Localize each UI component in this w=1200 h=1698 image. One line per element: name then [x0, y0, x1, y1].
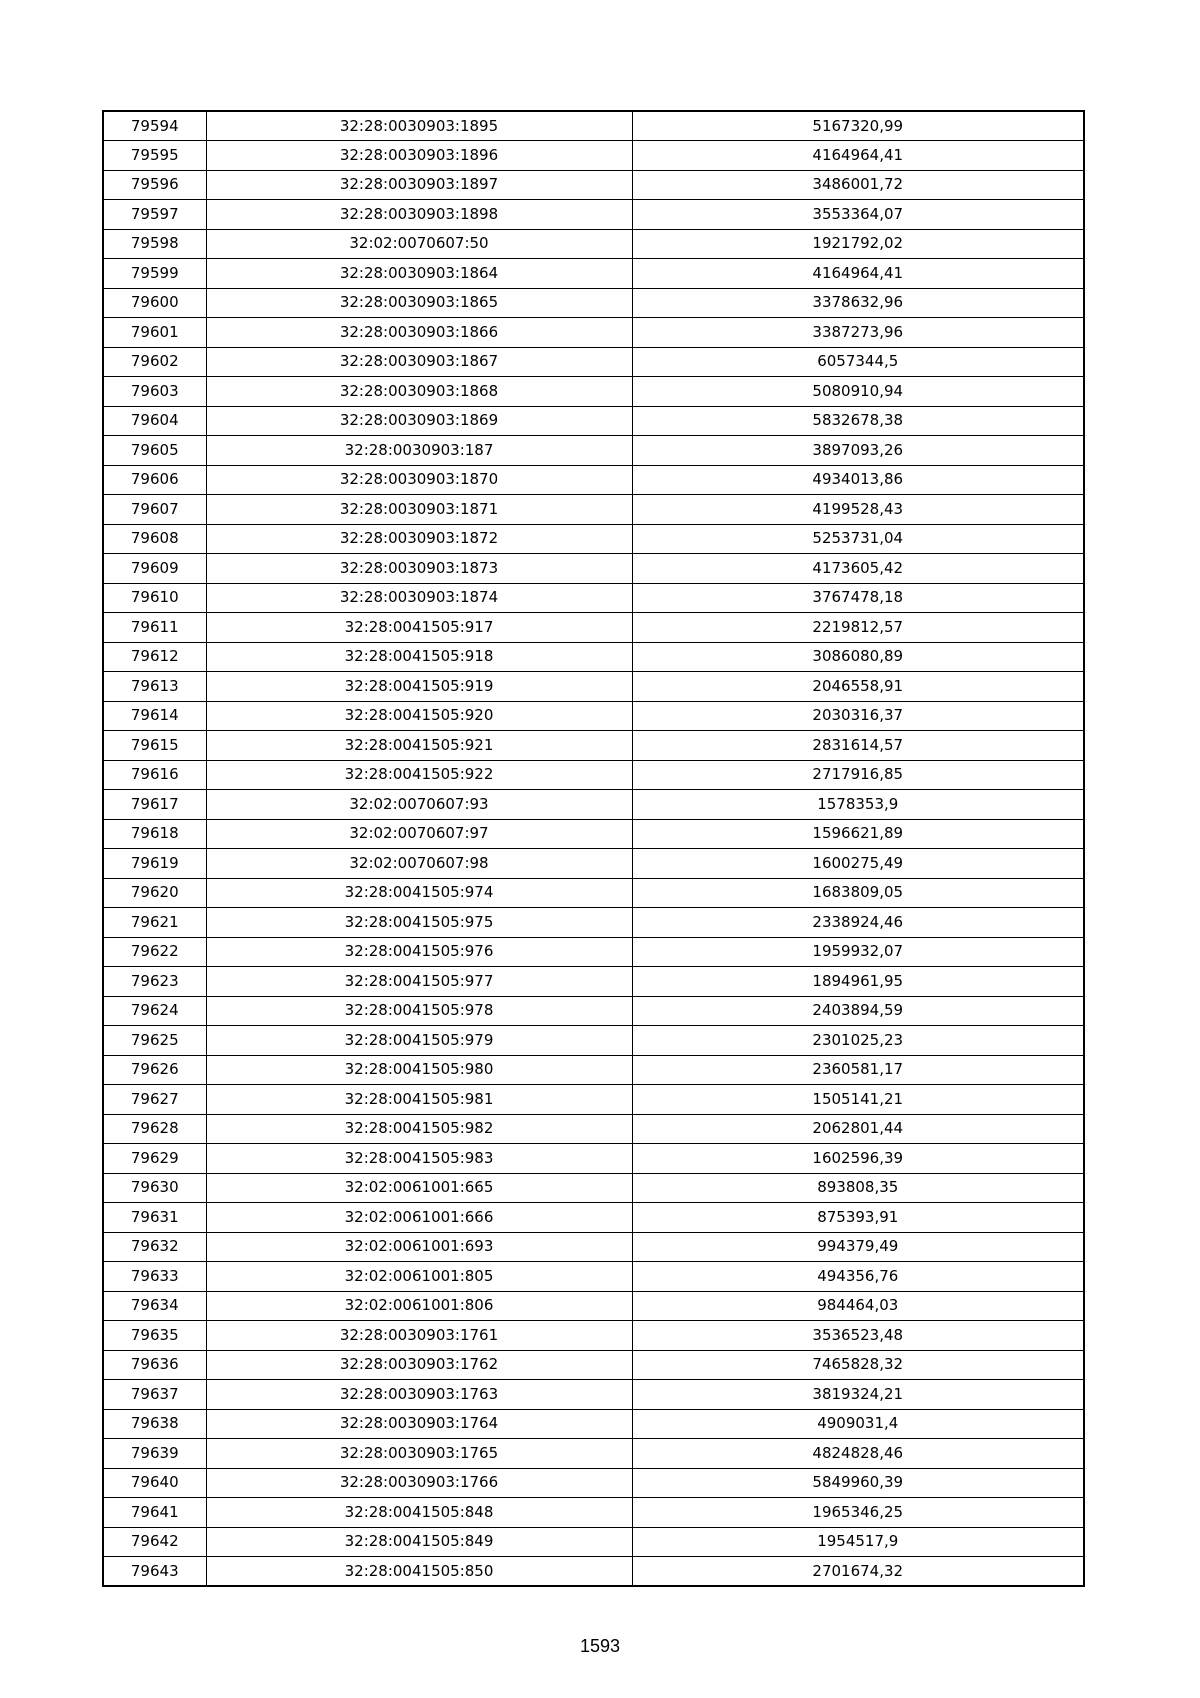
table-row: [103, 288, 1084, 318]
value-cell: 6057344,5: [632, 347, 1084, 377]
value-cell: 3086080,89: [632, 642, 1084, 672]
table-row: [103, 1468, 1084, 1498]
row-number-cell: 79634: [103, 1291, 206, 1321]
value-cell: 994379,49: [632, 1232, 1084, 1262]
table-row: [103, 200, 1084, 230]
cadastral-number-cell: 32:28:0030903:1766: [206, 1468, 632, 1498]
table-row: [103, 1173, 1084, 1203]
value-cell: 1965346,25: [632, 1498, 1084, 1528]
table-row: [103, 849, 1084, 879]
value-cell: 3897093,26: [632, 436, 1084, 466]
row-number-cell: 79611: [103, 613, 206, 643]
cadastral-number-cell: 32:28:0030903:1871: [206, 495, 632, 525]
cadastral-number-cell: 32:28:0030903:1874: [206, 583, 632, 613]
cadastral-number-cell: 32:02:0061001:693: [206, 1232, 632, 1262]
table-row: [103, 465, 1084, 495]
value-cell: 5080910,94: [632, 377, 1084, 407]
cadastral-number-cell: 32:28:0030903:1895: [206, 111, 632, 141]
cadastral-number-cell: 32:28:0041505:981: [206, 1085, 632, 1115]
value-cell: 4164964,41: [632, 259, 1084, 289]
cadastral-number-cell: 32:28:0030903:1873: [206, 554, 632, 584]
value-cell: 5167320,99: [632, 111, 1084, 141]
table-row: [103, 554, 1084, 584]
table-row: [103, 1557, 1084, 1587]
row-number-cell: 79640: [103, 1468, 206, 1498]
row-number-cell: 79643: [103, 1557, 206, 1587]
row-number-cell: 79626: [103, 1055, 206, 1085]
cadastral-number-cell: 32:28:0030903:1864: [206, 259, 632, 289]
row-number-cell: 79594: [103, 111, 206, 141]
cadastral-number-cell: 32:02:0061001:806: [206, 1291, 632, 1321]
value-cell: 2301025,23: [632, 1026, 1084, 1056]
row-number-cell: 79599: [103, 259, 206, 289]
cadastral-number-cell: 32:28:0030903:1870: [206, 465, 632, 495]
cadastral-number-cell: 32:28:0030903:1872: [206, 524, 632, 554]
value-cell: 5253731,04: [632, 524, 1084, 554]
row-number-cell: 79618: [103, 819, 206, 849]
table-row: [103, 318, 1084, 348]
cadastral-number-cell: 32:02:0070607:93: [206, 790, 632, 820]
cadastral-number-cell: 32:02:0061001:666: [206, 1203, 632, 1233]
table-row: [103, 259, 1084, 289]
row-number-cell: 79635: [103, 1321, 206, 1351]
cadastral-number-cell: 32:28:0041505:917: [206, 613, 632, 643]
row-number-cell: 79625: [103, 1026, 206, 1056]
value-cell: 4199528,43: [632, 495, 1084, 525]
row-number-cell: 79604: [103, 406, 206, 436]
table-row: [103, 760, 1084, 790]
row-number-cell: 79596: [103, 170, 206, 200]
registry-table-body: [103, 111, 1084, 1586]
row-number-cell: 79605: [103, 436, 206, 466]
cadastral-number-cell: 32:28:0030903:1764: [206, 1409, 632, 1439]
table-row: [103, 1350, 1084, 1380]
table-row: [103, 1409, 1084, 1439]
cadastral-number-cell: 32:28:0030903:1865: [206, 288, 632, 318]
row-number-cell: 79642: [103, 1527, 206, 1557]
row-number-cell: 79639: [103, 1439, 206, 1469]
value-cell: 2701674,32: [632, 1557, 1084, 1587]
value-cell: 1894961,95: [632, 967, 1084, 997]
row-number-cell: 79623: [103, 967, 206, 997]
table-row: [103, 1439, 1084, 1469]
cadastral-number-cell: 32:28:0030903:1762: [206, 1350, 632, 1380]
row-number-cell: 79628: [103, 1114, 206, 1144]
value-cell: 1600275,49: [632, 849, 1084, 879]
value-cell: 5849960,39: [632, 1468, 1084, 1498]
value-cell: 1959932,07: [632, 937, 1084, 967]
row-number-cell: 79598: [103, 229, 206, 259]
value-cell: 2219812,57: [632, 613, 1084, 643]
cadastral-number-cell: 32:28:0030903:1765: [206, 1439, 632, 1469]
cadastral-number-cell: 32:28:0030903:1763: [206, 1380, 632, 1410]
table-row: [103, 1380, 1084, 1410]
value-cell: 2338924,46: [632, 908, 1084, 938]
cadastral-number-cell: 32:28:0030903:1761: [206, 1321, 632, 1351]
row-number-cell: 79621: [103, 908, 206, 938]
value-cell: 4934013,86: [632, 465, 1084, 495]
value-cell: 5832678,38: [632, 406, 1084, 436]
table-row: [103, 1055, 1084, 1085]
row-number-cell: 79636: [103, 1350, 206, 1380]
table-row: [103, 1321, 1084, 1351]
row-number-cell: 79616: [103, 760, 206, 790]
cadastral-number-cell: 32:28:0041505:983: [206, 1144, 632, 1174]
value-cell: 1921792,02: [632, 229, 1084, 259]
cadastral-number-cell: 32:28:0030903:1869: [206, 406, 632, 436]
table-row: [103, 1498, 1084, 1528]
cadastral-number-cell: 32:28:0041505:848: [206, 1498, 632, 1528]
value-cell: 1505141,21: [632, 1085, 1084, 1115]
value-cell: 3387273,96: [632, 318, 1084, 348]
cadastral-number-cell: 32:02:0070607:97: [206, 819, 632, 849]
cadastral-number-cell: 32:28:0030903:1868: [206, 377, 632, 407]
table-row: [103, 701, 1084, 731]
table-row: [103, 524, 1084, 554]
cadastral-number-cell: 32:28:0041505:920: [206, 701, 632, 731]
table-row: [103, 613, 1084, 643]
cadastral-number-cell: 32:28:0030903:187: [206, 436, 632, 466]
row-number-cell: 79595: [103, 141, 206, 171]
table-row: [103, 377, 1084, 407]
row-number-cell: 79630: [103, 1173, 206, 1203]
cadastral-number-cell: 32:28:0041505:980: [206, 1055, 632, 1085]
row-number-cell: 79633: [103, 1262, 206, 1292]
row-number-cell: 79608: [103, 524, 206, 554]
cadastral-number-cell: 32:28:0041505:975: [206, 908, 632, 938]
row-number-cell: 79641: [103, 1498, 206, 1528]
value-cell: 3378632,96: [632, 288, 1084, 318]
cadastral-number-cell: 32:28:0041505:978: [206, 996, 632, 1026]
value-cell: 4164964,41: [632, 141, 1084, 171]
table-row: [103, 642, 1084, 672]
value-cell: 2360581,17: [632, 1055, 1084, 1085]
row-number-cell: 79607: [103, 495, 206, 525]
cadastral-number-cell: 32:28:0041505:974: [206, 878, 632, 908]
value-cell: 3536523,48: [632, 1321, 1084, 1351]
row-number-cell: 79617: [103, 790, 206, 820]
row-number-cell: 79615: [103, 731, 206, 761]
row-number-cell: 79631: [103, 1203, 206, 1233]
cadastral-number-cell: 32:28:0041505:849: [206, 1527, 632, 1557]
value-cell: 494356,76: [632, 1262, 1084, 1292]
row-number-cell: 79632: [103, 1232, 206, 1262]
row-number-cell: 79606: [103, 465, 206, 495]
value-cell: 1954517,9: [632, 1527, 1084, 1557]
value-cell: 7465828,32: [632, 1350, 1084, 1380]
row-number-cell: 79624: [103, 996, 206, 1026]
cadastral-number-cell: 32:28:0030903:1867: [206, 347, 632, 377]
table-row: [103, 908, 1084, 938]
table-row: [103, 731, 1084, 761]
value-cell: 3819324,21: [632, 1380, 1084, 1410]
cadastral-number-cell: 32:02:0061001:665: [206, 1173, 632, 1203]
value-cell: 3767478,18: [632, 583, 1084, 613]
cadastral-number-cell: 32:28:0030903:1896: [206, 141, 632, 171]
value-cell: 3486001,72: [632, 170, 1084, 200]
table-row: [103, 141, 1084, 171]
cadastral-number-cell: 32:28:0041505:977: [206, 967, 632, 997]
value-cell: 2403894,59: [632, 996, 1084, 1026]
table-row: [103, 1114, 1084, 1144]
cadastral-number-cell: 32:02:0070607:50: [206, 229, 632, 259]
value-cell: 1602596,39: [632, 1144, 1084, 1174]
value-cell: 875393,91: [632, 1203, 1084, 1233]
row-number-cell: 79637: [103, 1380, 206, 1410]
value-cell: 2062801,44: [632, 1114, 1084, 1144]
cadastral-number-cell: 32:28:0030903:1897: [206, 170, 632, 200]
table-row: [103, 790, 1084, 820]
table-row: [103, 1291, 1084, 1321]
row-number-cell: 79601: [103, 318, 206, 348]
table-row: [103, 1026, 1084, 1056]
value-cell: 4173605,42: [632, 554, 1084, 584]
table-row: [103, 937, 1084, 967]
cadastral-number-cell: 32:28:0030903:1898: [206, 200, 632, 230]
cadastral-number-cell: 32:28:0041505:982: [206, 1114, 632, 1144]
table-row: [103, 347, 1084, 377]
cadastral-number-cell: 32:28:0041505:922: [206, 760, 632, 790]
table-row: [103, 406, 1084, 436]
table-row: [103, 1203, 1084, 1233]
value-cell: 3553364,07: [632, 200, 1084, 230]
table-row: [103, 436, 1084, 466]
cadastral-number-cell: 32:28:0041505:850: [206, 1557, 632, 1587]
table-row: [103, 672, 1084, 702]
cadastral-number-cell: 32:28:0041505:919: [206, 672, 632, 702]
table-row: [103, 1262, 1084, 1292]
value-cell: 2046558,91: [632, 672, 1084, 702]
value-cell: 2717916,85: [632, 760, 1084, 790]
row-number-cell: 79609: [103, 554, 206, 584]
value-cell: 1683809,05: [632, 878, 1084, 908]
cadastral-number-cell: 32:28:0041505:921: [206, 731, 632, 761]
value-cell: 1596621,89: [632, 819, 1084, 849]
page-number: 1593: [579, 1636, 621, 1656]
row-number-cell: 79602: [103, 347, 206, 377]
row-number-cell: 79638: [103, 1409, 206, 1439]
cadastral-number-cell: 32:02:0070607:98: [206, 849, 632, 879]
row-number-cell: 79614: [103, 701, 206, 731]
value-cell: 893808,35: [632, 1173, 1084, 1203]
value-cell: 4909031,4: [632, 1409, 1084, 1439]
cadastral-number-cell: 32:02:0061001:805: [206, 1262, 632, 1292]
table-row: [103, 111, 1084, 141]
row-number-cell: 79603: [103, 377, 206, 407]
table-row: [103, 229, 1084, 259]
table-row: [103, 1527, 1084, 1557]
row-number-cell: 79629: [103, 1144, 206, 1174]
table-row: [103, 996, 1084, 1026]
table-row: [103, 819, 1084, 849]
cadastral-number-cell: 32:28:0041505:979: [206, 1026, 632, 1056]
table-row: [103, 967, 1084, 997]
registry-table: [102, 110, 1085, 1587]
row-number-cell: 79620: [103, 878, 206, 908]
table-row: [103, 1085, 1084, 1115]
value-cell: 1578353,9: [632, 790, 1084, 820]
row-number-cell: 79610: [103, 583, 206, 613]
table-row: [103, 1144, 1084, 1174]
table-row: [103, 170, 1084, 200]
row-number-cell: 79613: [103, 672, 206, 702]
cadastral-number-cell: 32:28:0041505:918: [206, 642, 632, 672]
value-cell: 2030316,37: [632, 701, 1084, 731]
value-cell: 2831614,57: [632, 731, 1084, 761]
table-row: [103, 495, 1084, 525]
row-number-cell: 79622: [103, 937, 206, 967]
row-number-cell: 79597: [103, 200, 206, 230]
cadastral-number-cell: 32:28:0030903:1866: [206, 318, 632, 348]
row-number-cell: 79612: [103, 642, 206, 672]
cadastral-number-cell: 32:28:0041505:976: [206, 937, 632, 967]
row-number-cell: 79619: [103, 849, 206, 879]
row-number-cell: 79600: [103, 288, 206, 318]
row-number-cell: 79627: [103, 1085, 206, 1115]
table-row: [103, 583, 1084, 613]
value-cell: 4824828,46: [632, 1439, 1084, 1469]
table-row: [103, 878, 1084, 908]
table-row: [103, 1232, 1084, 1262]
value-cell: 984464,03: [632, 1291, 1084, 1321]
